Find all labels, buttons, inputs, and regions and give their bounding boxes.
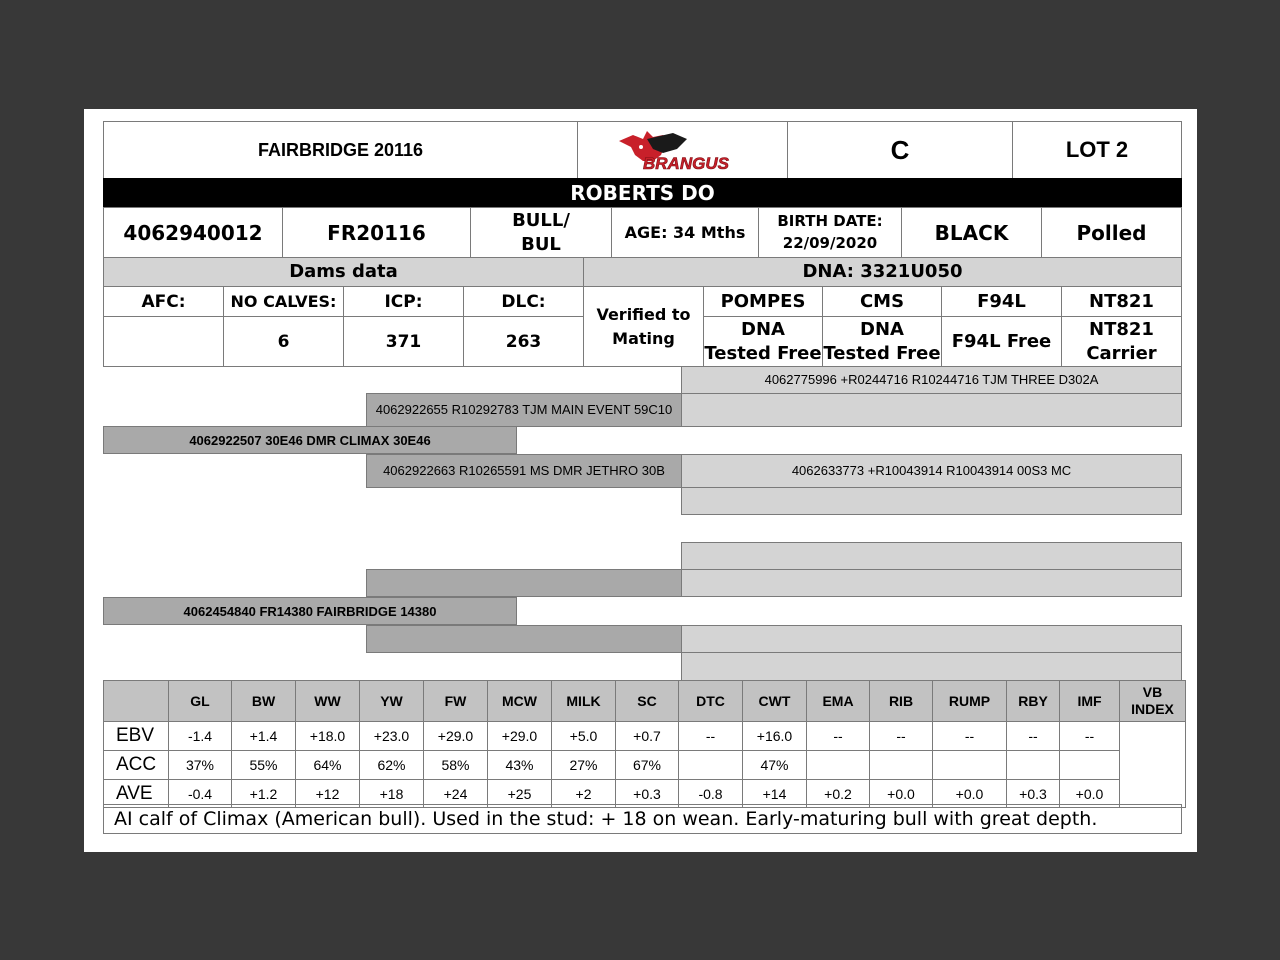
ebv-cell: +24	[423, 779, 488, 808]
verified-line1: Verified to	[596, 305, 691, 325]
ebv-header-mcw: MCW	[487, 680, 552, 722]
ebv-cell	[932, 750, 1007, 780]
ebv-row-label-acc: ACC	[103, 750, 169, 780]
svg-text:BRANGUS: BRANGUS	[642, 154, 729, 173]
dlc-label: DLC:	[463, 286, 584, 317]
test-result-nt821	[1061, 316, 1182, 367]
sire-dam: 4062922663 R10265591 MS DMR JETHRO 30B	[366, 454, 682, 488]
brangus-logo	[577, 121, 788, 179]
ebv-cell: --	[806, 721, 870, 751]
ebv-row-label-ave: AVE	[103, 779, 169, 808]
ebv-header-gl: GL	[168, 680, 232, 722]
test-result-f94l	[941, 316, 1062, 367]
ebv-cell: 47%	[742, 750, 807, 780]
dam-sire-dam	[681, 569, 1182, 597]
ebv-cell: 58%	[423, 750, 488, 780]
ebv-cell: +23.0	[359, 721, 424, 751]
ebv-header-yw: YW	[359, 680, 424, 722]
colour: BLACK	[901, 207, 1042, 258]
sex-line2: BUL	[521, 233, 561, 255]
ebv-cell: +0.7	[615, 721, 679, 751]
ebv-header-ww: WW	[295, 680, 360, 722]
test-label-nt821: NT821	[1061, 286, 1182, 317]
ebv-cell	[678, 750, 743, 780]
ebv-cell: +1.4	[231, 721, 296, 751]
ebv-cell: +29.0	[423, 721, 488, 751]
ebv-cell: -0.8	[678, 779, 743, 808]
sire-dam-dam	[681, 487, 1182, 515]
icp-label: ICP:	[343, 286, 464, 317]
ebv-cell: --	[869, 721, 933, 751]
ebv-cell: -0.4	[168, 779, 232, 808]
ebv-cell	[1006, 750, 1060, 780]
ebv-cell: 55%	[231, 750, 296, 780]
ebv-header-rby: RBY	[1006, 680, 1060, 722]
sire-dam-sire: 4062633773 +R10043914 R10043914 00S3 MC	[681, 454, 1182, 488]
test-label-cms: CMS	[822, 286, 942, 317]
ebv-cell: +16.0	[742, 721, 807, 751]
sex	[470, 207, 612, 258]
vb-index-value	[1119, 721, 1186, 808]
vb-line2: INDEX	[1131, 701, 1174, 717]
ebv-row-label-ebv: EBV	[103, 721, 169, 751]
lot-number: LOT 2	[1012, 121, 1182, 179]
dlc-value: 263	[463, 316, 584, 367]
ebv-cell: 27%	[551, 750, 616, 780]
ebv-header-sc: SC	[615, 680, 679, 722]
test-label-pompes: POMPES	[703, 286, 823, 317]
test-result-line1: DNA	[860, 319, 904, 341]
ebv-header-rump: RUMP	[932, 680, 1007, 722]
ebv-cell	[806, 750, 870, 780]
breeder-bar: ROBERTS DO	[103, 178, 1182, 208]
birth-date-label: BIRTH DATE:	[777, 211, 883, 230]
test-label-f94l: F94L	[941, 286, 1062, 317]
ebv-cell: +18.0	[295, 721, 360, 751]
ebv-cell: +2	[551, 779, 616, 808]
ebv-header-ema: EMA	[806, 680, 870, 722]
dams-title: Dams data	[103, 257, 584, 287]
ebv-table	[103, 680, 1182, 805]
dna-title: DNA: 3321U050	[583, 257, 1182, 287]
ebv-cell: +18	[359, 779, 424, 808]
ebv-corner	[103, 680, 169, 722]
calves-label: NO CALVES:	[223, 286, 344, 317]
ebv-cell: 37%	[168, 750, 232, 780]
horn-status: Polled	[1041, 207, 1182, 258]
sire: 4062922507 30E46 DMR CLIMAX 30E46	[103, 426, 517, 454]
birth-date	[758, 207, 902, 258]
ebv-cell: --	[932, 721, 1007, 751]
ebv-cell: 43%	[487, 750, 552, 780]
calves-value: 6	[223, 316, 344, 367]
afc-label: AFC:	[103, 286, 224, 317]
ebv-cell: +0.0	[1059, 779, 1120, 808]
test-result-line1: DNA	[741, 319, 785, 341]
ebv-cell: +12	[295, 779, 360, 808]
ebv-cell: +14	[742, 779, 807, 808]
test-result-line2: Carrier	[1086, 342, 1157, 364]
age: AGE: 34 Mths	[611, 207, 759, 258]
ebv-cell: +0.3	[615, 779, 679, 808]
lot-card	[84, 109, 1197, 852]
dam-sire-sire	[681, 542, 1182, 570]
test-result-line1: F94L Free	[951, 330, 1052, 352]
ebv-cell: --	[678, 721, 743, 751]
dam: 4062454840 FR14380 FAIRBRIDGE 14380	[103, 597, 517, 625]
birth-date-value: 22/09/2020	[782, 233, 878, 252]
sire-sire-sire: 4062775996 +R0244716 R10244716 TJM THREE D302A	[681, 366, 1182, 394]
dam-dam	[366, 625, 682, 653]
test-result-pompes	[703, 316, 823, 367]
dam-sire	[366, 569, 682, 597]
grade: C	[787, 121, 1013, 179]
ebv-header-rib: RIB	[869, 680, 933, 722]
ebv-cell	[1059, 750, 1120, 780]
sex-line1: BULL/	[512, 210, 570, 232]
bull-head-icon	[613, 127, 753, 173]
vb-line1: VB	[1142, 683, 1163, 700]
ebv-header-imf: IMF	[1059, 680, 1120, 722]
icp-value: 371	[343, 316, 464, 367]
ebv-cell: +0.0	[932, 779, 1007, 808]
animal-id: 4062940012	[103, 207, 283, 258]
ebv-cell: +0.0	[869, 779, 933, 808]
ebv-cell: +1.2	[231, 779, 296, 808]
test-result-line2: Tested Free	[823, 342, 941, 364]
animal-name: FAIRBRIDGE 20116	[103, 121, 578, 179]
ebv-cell: 67%	[615, 750, 679, 780]
animal-tag: FR20116	[282, 207, 471, 258]
ebv-cell: --	[1006, 721, 1060, 751]
ebv-cell: +5.0	[551, 721, 616, 751]
verified-to-mating	[583, 286, 704, 367]
ebv-cell: 62%	[359, 750, 424, 780]
dam-dam-sire	[681, 625, 1182, 653]
ebv-header-milk: MILK	[551, 680, 616, 722]
dam-dam-dam	[681, 652, 1182, 681]
comment: AI calf of Climax (American bull). Used in the stud: + 18 on wean. Early-maturing bull with great depth.	[103, 804, 1182, 834]
ebv-cell: +0.3	[1006, 779, 1060, 808]
ebv-header-fw: FW	[423, 680, 488, 722]
sire-sire: 4062922655 R10292783 TJM MAIN EVENT 59C10	[366, 393, 682, 427]
afc-value	[103, 316, 224, 367]
ebv-cell	[869, 750, 933, 780]
ebv-cell: +0.2	[806, 779, 870, 808]
ebv-cell: +25	[487, 779, 552, 808]
ebv-header-cwt: CWT	[742, 680, 807, 722]
test-result-cms	[822, 316, 942, 367]
ebv-cell: --	[1059, 721, 1120, 751]
ebv-cell: -1.4	[168, 721, 232, 751]
ebv-cell: +29.0	[487, 721, 552, 751]
verified-line2: Mating	[612, 328, 675, 348]
ebv-header-dtc: DTC	[678, 680, 743, 722]
sire-sire-dam	[681, 393, 1182, 427]
ebv-header-vb-index	[1119, 680, 1186, 722]
ebv-header-bw: BW	[231, 680, 296, 722]
test-result-line2: Tested Free	[704, 342, 822, 364]
ebv-cell: 64%	[295, 750, 360, 780]
test-result-line1: NT821	[1089, 319, 1154, 341]
